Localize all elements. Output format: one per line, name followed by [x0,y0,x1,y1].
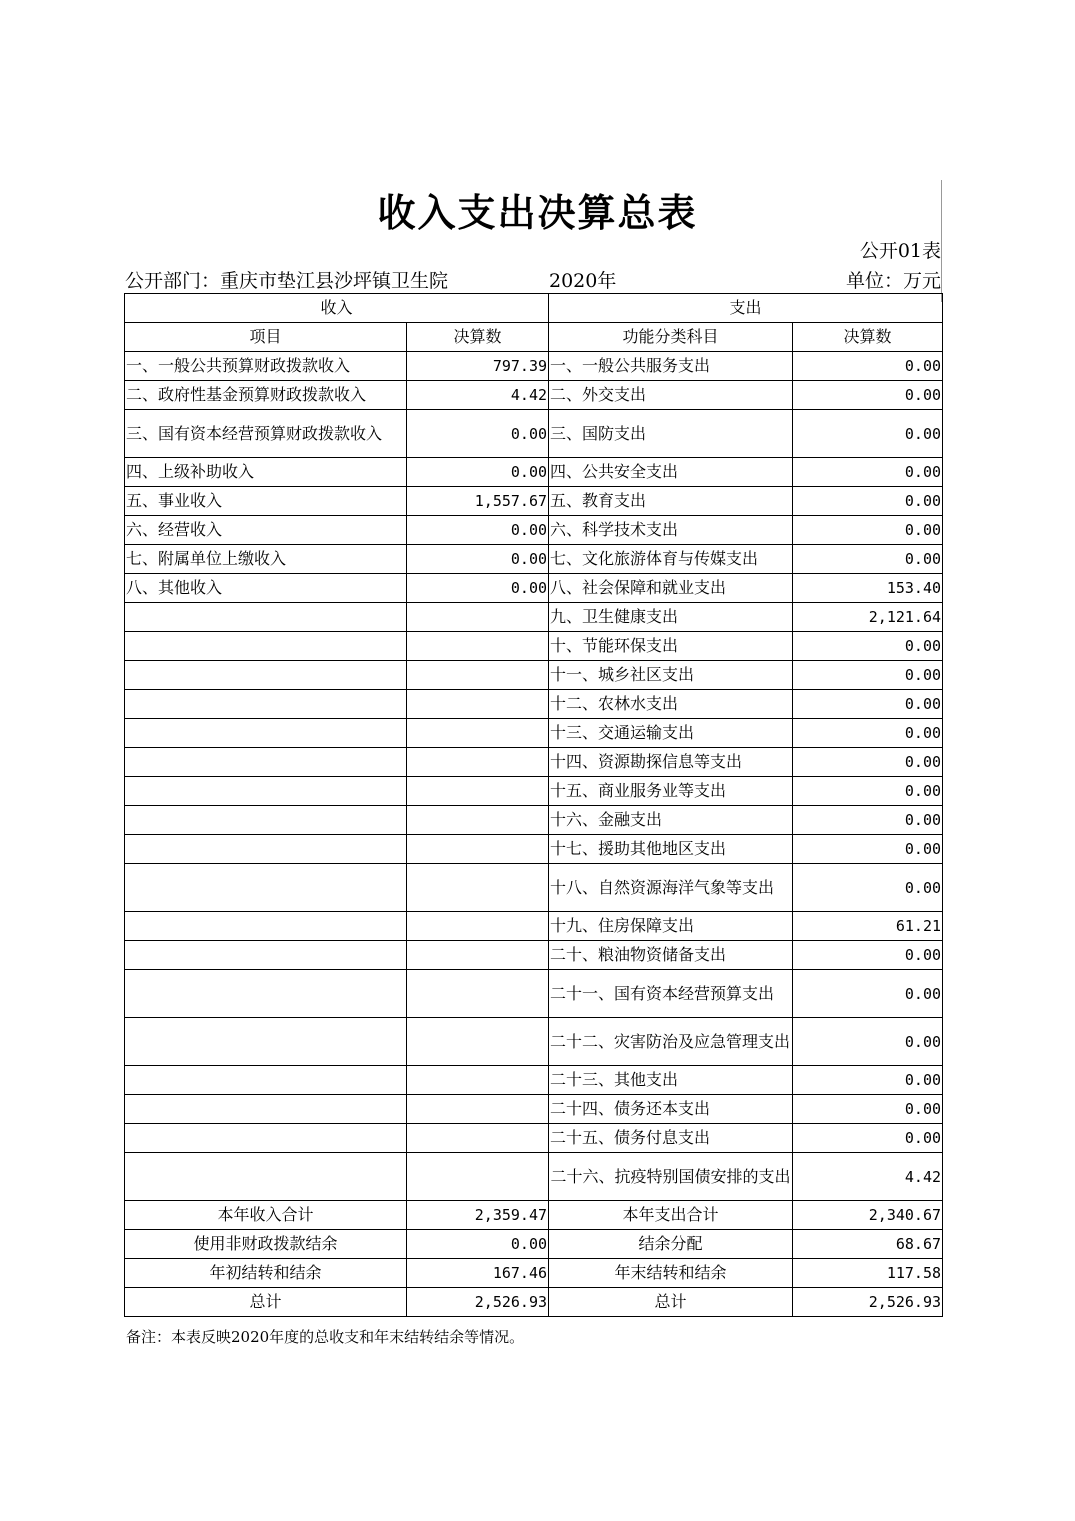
expense-amount: 0.00 [793,487,943,516]
expense-amount: 0.00 [793,458,943,487]
income-amount: 0.00 [407,458,549,487]
total-expense-label: 总计 [549,1288,793,1317]
expense-item: 三、国防支出 [549,410,793,458]
expense-amount: 0.00 [793,632,943,661]
income-item [125,806,407,835]
income-item: 八、其他收入 [125,574,407,603]
expense-amount: 4.42 [793,1153,943,1201]
expense-amount: 0.00 [793,1018,943,1066]
expense-amount: 0.00 [793,777,943,806]
income-item: 三、国有资本经营预算财政拨款收入 [125,410,407,458]
total-row [125,1230,943,1259]
income-amount [407,1124,549,1153]
total-income-label: 总计 [125,1288,407,1317]
year-label: 2020年 [549,270,617,292]
expense-amount: 0.00 [793,661,943,690]
total-income-amount: 2,526.93 [407,1288,549,1317]
table-row [125,806,943,835]
expense-item: 二十六、抗疫特别国债安排的支出 [549,1153,793,1201]
footnote: 备注：本表反映2020年度的总收支和年末结转结余等情况。 [126,1328,525,1346]
expense-item: 九、卫生健康支出 [549,603,793,632]
income-amount [407,603,549,632]
income-amount [407,912,549,941]
table-row [125,835,943,864]
expense-amount: 0.00 [793,970,943,1018]
expense-item: 十二、农林水支出 [549,690,793,719]
total-expense-amount: 68.67 [793,1230,943,1259]
table-row [125,864,943,912]
expense-item: 十一、城乡社区支出 [549,661,793,690]
expense-item: 十八、自然资源海洋气象等支出 [549,864,793,912]
income-amount [407,632,549,661]
table-row [125,458,943,487]
income-amount: 0.00 [407,545,549,574]
expense-amount: 0.00 [793,941,943,970]
table-row [125,1124,943,1153]
income-item: 七、附属单位上缴收入 [125,545,407,574]
total-row [125,1259,943,1288]
total-expense-amount: 2,526.93 [793,1288,943,1317]
summary-table [124,293,943,1317]
table-row [125,941,943,970]
expense-amount: 0.00 [793,381,943,410]
income-item [125,719,407,748]
table-row [125,487,943,516]
expense-item: 二十五、债务付息支出 [549,1124,793,1153]
total-income-amount: 2,359.47 [407,1201,549,1230]
income-amount [407,806,549,835]
unit-label: 单位：万元 [845,270,941,292]
income-item [125,970,407,1018]
income-amount [407,777,549,806]
income-item [125,941,407,970]
expense-item: 二十一、国有资本经营预算支出 [549,970,793,1018]
income-amount [407,1153,549,1201]
table-row [125,632,943,661]
expense-item: 二十二、灾害防治及应急管理支出 [549,1018,793,1066]
expense-amount: 0.00 [793,719,943,748]
income-amount [407,661,549,690]
income-item: 六、经营收入 [125,516,407,545]
income-amount [407,748,549,777]
table-row [125,381,943,410]
income-amount [407,970,549,1018]
table-row [125,970,943,1018]
expense-item: 二十三、其他支出 [549,1066,793,1095]
total-income-label: 使用非财政拨款结余 [125,1230,407,1259]
func-item-header: 功能分类科目 [549,323,793,352]
expense-amount: 0.00 [793,1095,943,1124]
income-item [125,748,407,777]
expense-item: 八、社会保障和就业支出 [549,574,793,603]
income-amount: 797.39 [407,352,549,381]
expense-item: 十六、金融支出 [549,806,793,835]
total-expense-label: 本年支出合计 [549,1201,793,1230]
expense-amount: 0.00 [793,516,943,545]
total-row [125,1201,943,1230]
total-income-label: 年初结转和结余 [125,1259,407,1288]
total-expense-amount: 2,340.67 [793,1201,943,1230]
expense-amount: 2,121.64 [793,603,943,632]
income-item [125,1153,407,1201]
income-item: 四、上级补助收入 [125,458,407,487]
income-item [125,1018,407,1066]
column-header-row [125,323,943,352]
expense-header: 支出 [549,294,943,323]
page-title: 收入支出决算总表 [377,191,698,235]
amount-header: 决算数 [407,323,549,352]
table-row [125,912,943,941]
income-amount [407,1018,549,1066]
income-item [125,603,407,632]
expense-item: 十四、资源勘探信息等支出 [549,748,793,777]
expense-amount: 0.00 [793,410,943,458]
table-row [125,1066,943,1095]
expense-item: 四、公共安全支出 [549,458,793,487]
income-item [125,632,407,661]
income-amount [407,1066,549,1095]
table-row [125,516,943,545]
expense-item: 十、节能环保支出 [549,632,793,661]
table-row [125,719,943,748]
amount2-header: 决算数 [793,323,943,352]
expense-amount: 0.00 [793,352,943,381]
income-item: 一、一般公共预算财政拨款收入 [125,352,407,381]
table-row [125,352,943,381]
expense-amount: 0.00 [793,748,943,777]
item-header: 项目 [125,323,407,352]
table-row [125,777,943,806]
expense-amount: 0.00 [793,1124,943,1153]
total-income-amount: 0.00 [407,1230,549,1259]
expense-item: 二、外交支出 [549,381,793,410]
table-row [125,410,943,458]
expense-item: 十五、商业服务业等支出 [549,777,793,806]
expense-amount: 0.00 [793,806,943,835]
total-expense-label: 结余分配 [549,1230,793,1259]
total-expense-amount: 117.58 [793,1259,943,1288]
income-amount: 0.00 [407,410,549,458]
expense-item: 二十、粮油物资储备支出 [549,941,793,970]
table-row [125,690,943,719]
expense-item: 十九、住房保障支出 [549,912,793,941]
income-item: 五、事业收入 [125,487,407,516]
expense-item: 十七、援助其他地区支出 [549,835,793,864]
total-income-label: 本年收入合计 [125,1201,407,1230]
table-row [125,1095,943,1124]
income-amount: 0.00 [407,516,549,545]
table-row [125,748,943,777]
income-item [125,912,407,941]
expense-amount: 0.00 [793,1066,943,1095]
expense-amount: 0.00 [793,690,943,719]
section-header-row [125,294,943,323]
income-amount: 4.42 [407,381,549,410]
table-row [125,603,943,632]
table-row [125,1018,943,1066]
table-row [125,661,943,690]
income-amount [407,835,549,864]
income-amount: 1,557.67 [407,487,549,516]
income-item [125,777,407,806]
income-item [125,661,407,690]
income-item [125,1095,407,1124]
expense-amount: 61.21 [793,912,943,941]
department-label: 公开部门：重庆市垫江县沙坪镇卫生院 [125,270,449,292]
income-amount [407,719,549,748]
expense-item: 七、文化旅游体育与传媒支出 [549,545,793,574]
income-item [125,690,407,719]
table-code: 公开01表 [859,240,941,262]
income-item [125,835,407,864]
table-row [125,574,943,603]
expense-item: 五、教育支出 [549,487,793,516]
income-amount [407,690,549,719]
income-item [125,864,407,912]
expense-amount: 0.00 [793,864,943,912]
income-amount [407,1095,549,1124]
expense-amount: 0.00 [793,545,943,574]
income-amount [407,864,549,912]
expense-amount: 0.00 [793,835,943,864]
total-income-amount: 167.46 [407,1259,549,1288]
expense-item: 十三、交通运输支出 [549,719,793,748]
total-row [125,1288,943,1317]
income-amount [407,941,549,970]
total-expense-label: 年末结转和结余 [549,1259,793,1288]
expense-item: 一、一般公共服务支出 [549,352,793,381]
income-item [125,1124,407,1153]
income-item [125,1066,407,1095]
table-row [125,545,943,574]
expense-item: 六、科学技术支出 [549,516,793,545]
income-header: 收入 [125,294,549,323]
expense-item: 二十四、债务还本支出 [549,1095,793,1124]
table-row [125,1153,943,1201]
income-item: 二、政府性基金预算财政拨款收入 [125,381,407,410]
expense-amount: 153.40 [793,574,943,603]
income-amount: 0.00 [407,574,549,603]
